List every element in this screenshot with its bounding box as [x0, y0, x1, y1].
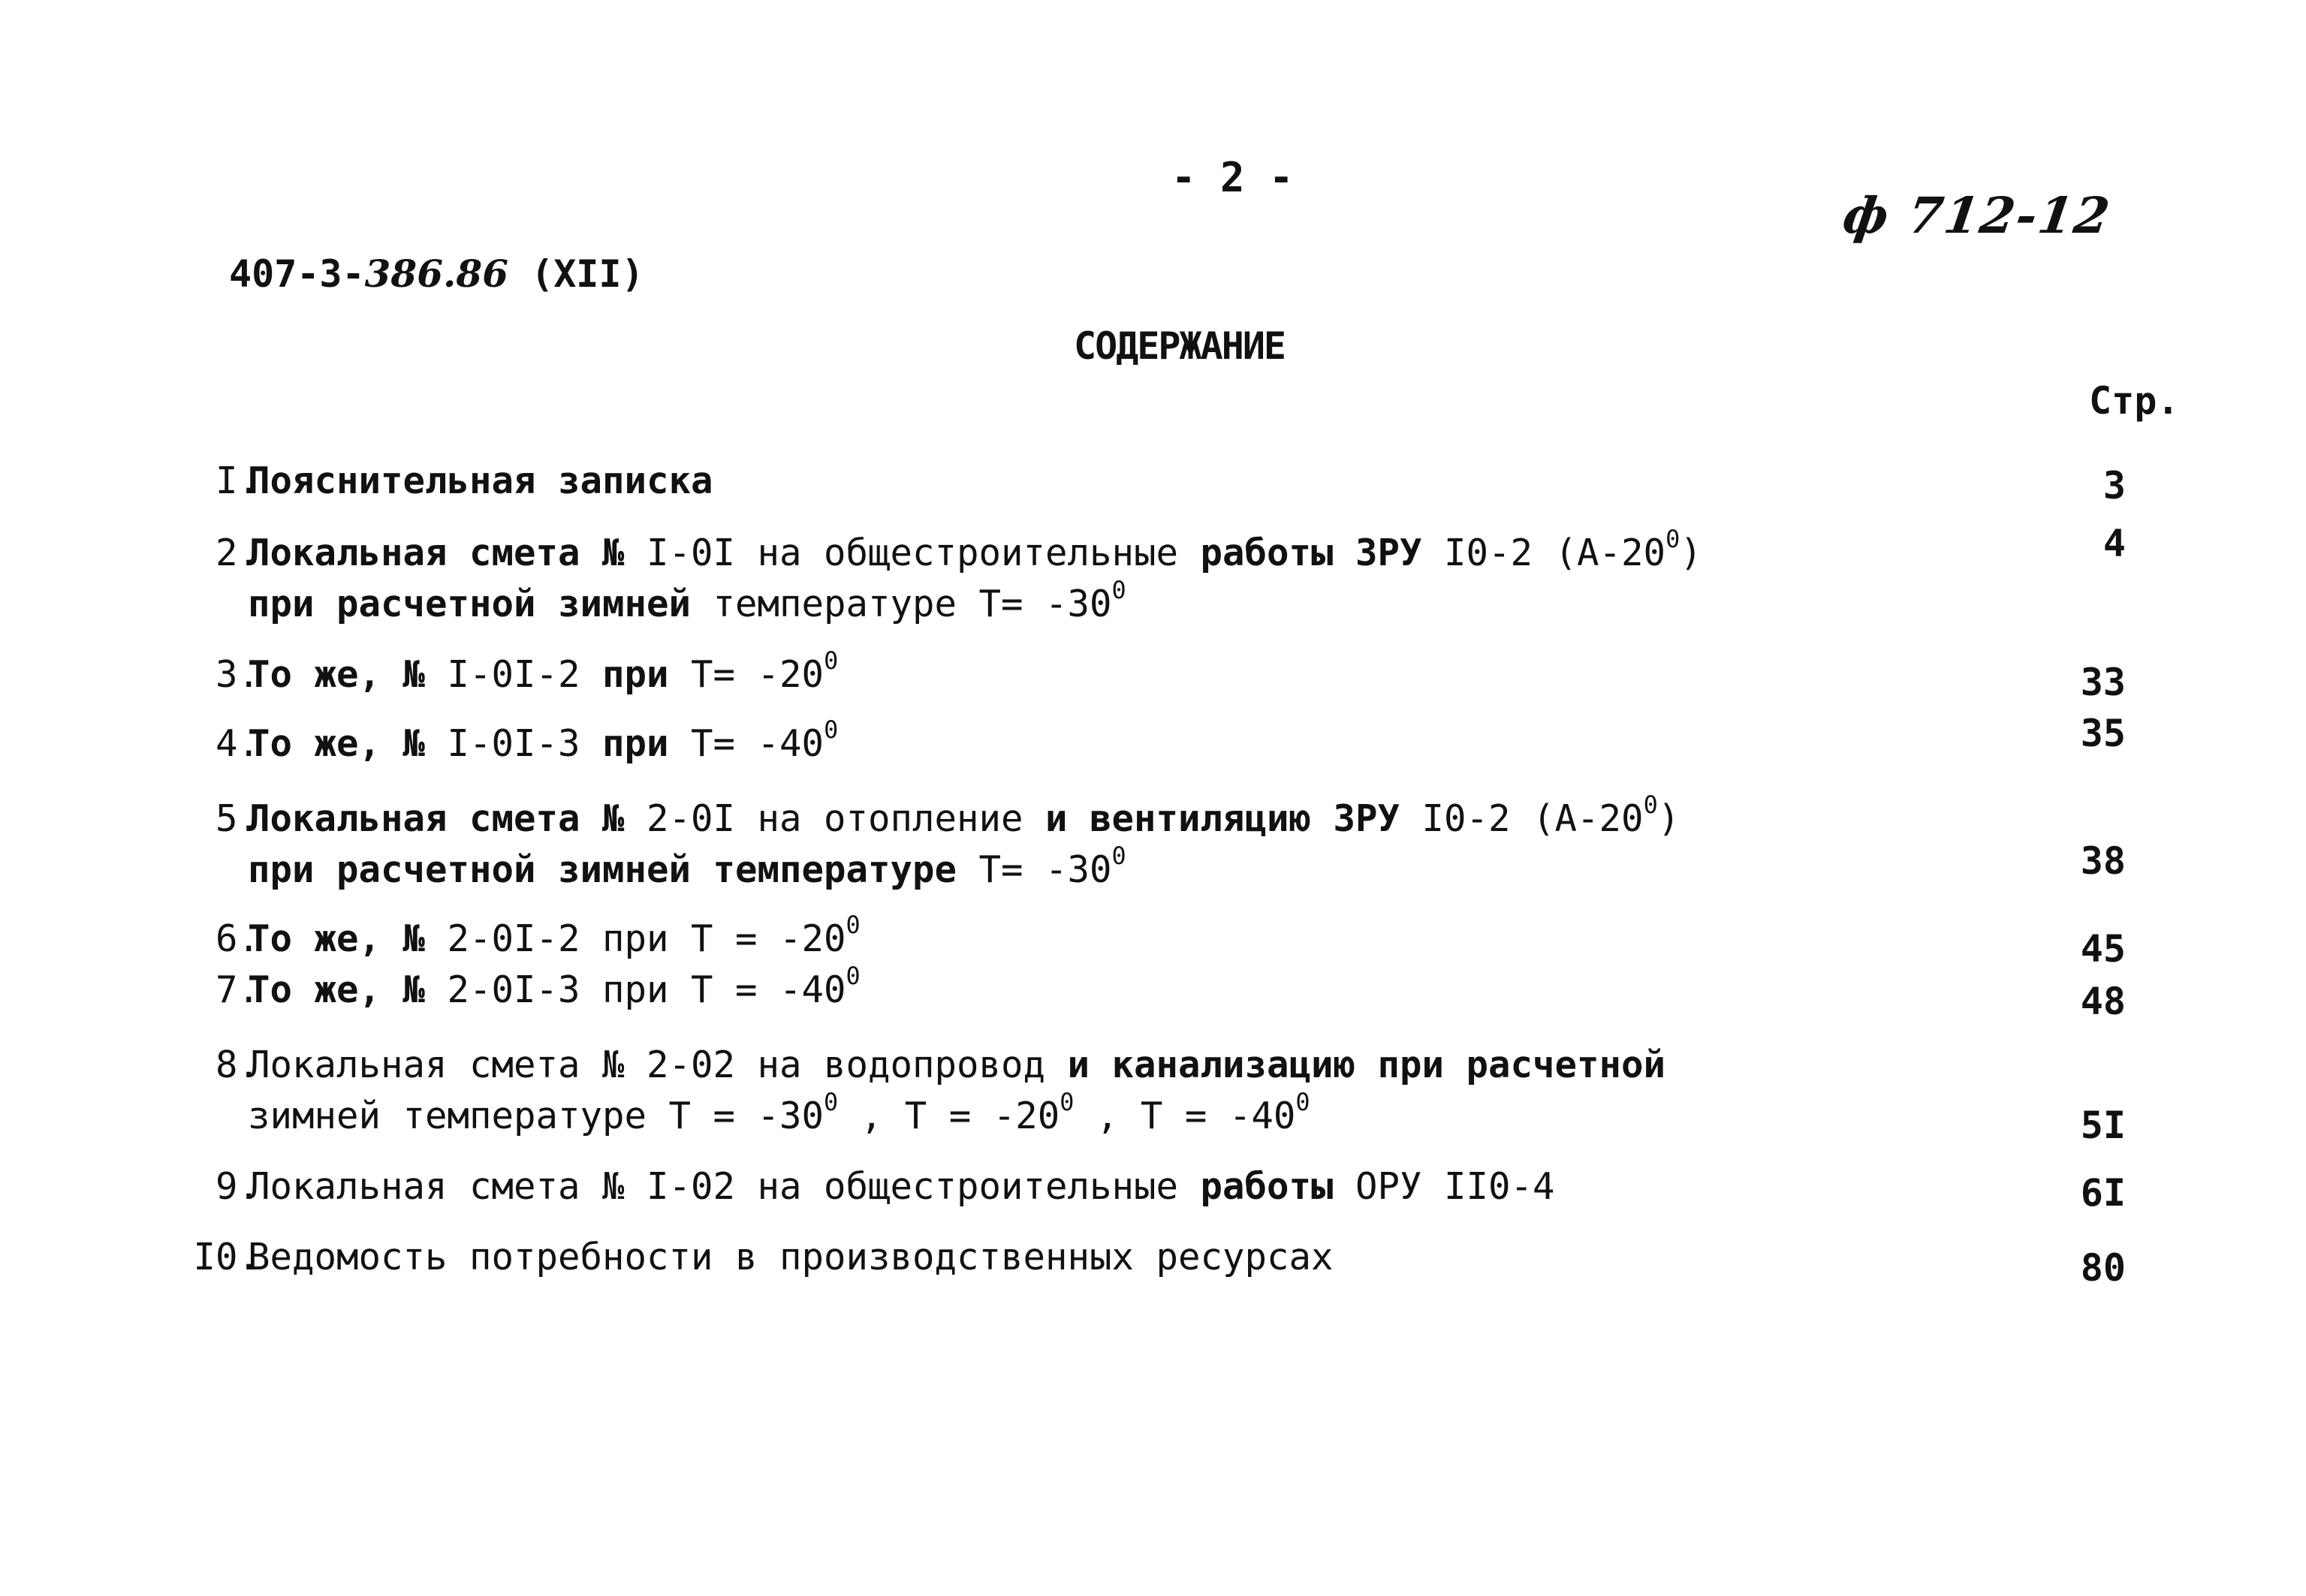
- page-column-header: Стр.: [2089, 379, 2180, 423]
- toc-item-page: 45: [2080, 927, 2126, 971]
- page-number: - 2 -: [1171, 154, 1294, 201]
- toc-item-text: То же, № 2-0I-2 при $Т = -20^0$: [248, 911, 861, 960]
- toc-item-number: I0.: [193, 1236, 260, 1278]
- toc-item-number: I.: [215, 459, 260, 502]
- toc-item-page: 38: [2080, 839, 2126, 883]
- toc-item-text: зимней температуре $Т = -30^0$ , $Т = -20^0$ , $Т = -40^0$: [248, 1088, 1310, 1137]
- document-code-handwritten: 386.86: [364, 251, 508, 296]
- toc-item-text: Локальная смета № I-02 на общестроительные работы ОРУ II0-4: [248, 1165, 1555, 1208]
- toc-item-page: 33: [2080, 661, 2126, 704]
- toc-item-number: 3.: [215, 653, 260, 696]
- document-code: [229, 251, 644, 296]
- toc-item-number: 8.: [215, 1043, 260, 1086]
- document-code-printed: 407-3-: [229, 252, 365, 296]
- toc-item-number: 2.: [215, 531, 260, 574]
- toc-item-page: 3: [2103, 464, 2126, 507]
- toc-item-page: 35: [2080, 712, 2126, 755]
- toc-item-number: 6.: [215, 917, 260, 960]
- toc-item-number: 9.: [215, 1165, 260, 1208]
- toc-item-number: 4.: [215, 722, 260, 765]
- toc-item-text: Локальная смета № 2-0I на отопление и вентиляцию ЗРУ I0-2 $(А-20^0)$: [248, 790, 1681, 840]
- handwritten-sheet-mark: ф 712-12: [1839, 186, 2115, 245]
- toc-item-number: 5.: [215, 797, 260, 840]
- page-title: СОДЕРЖАНИЕ: [1074, 324, 1286, 368]
- toc-item-text: Ведомость потребности в производственных ресурсах: [248, 1236, 1334, 1278]
- toc-item-page: 4: [2103, 522, 2126, 565]
- toc-item-text: Локальная смета № 2-02 на водопровод и канализацию при расчетной: [248, 1043, 1666, 1086]
- toc-item-page: 80: [2080, 1246, 2126, 1290]
- toc-item-number: 7.: [215, 968, 260, 1011]
- toc-item-page: 5I: [2080, 1104, 2126, 1147]
- toc-item-text: Локальная смета № I-0I на общестроительные работы ЗРУ I0-2 $(А-20^0)$: [248, 525, 1702, 574]
- toc-item-text: при расчетной зимней температуре $Т= -30^0$: [248, 842, 1126, 891]
- toc-item-text: То же, № 2-0I-3 при $Т = -40^0$: [248, 962, 861, 1011]
- document-code-suffix: (XII): [531, 252, 644, 296]
- toc-item-text: Пояснительная записка: [248, 459, 713, 502]
- toc-item-page: 6I: [2080, 1171, 2126, 1215]
- toc-item-text: То же, № I-0I-2 при $Т= -20^0$: [248, 646, 839, 696]
- toc-item-page: 48: [2080, 980, 2126, 1023]
- toc-item-text: То же, № I-0I-3 при $Т= -40^0$: [248, 715, 839, 765]
- toc-item-text: при расчетной зимней температуре $Т= -30^0$: [248, 576, 1126, 625]
